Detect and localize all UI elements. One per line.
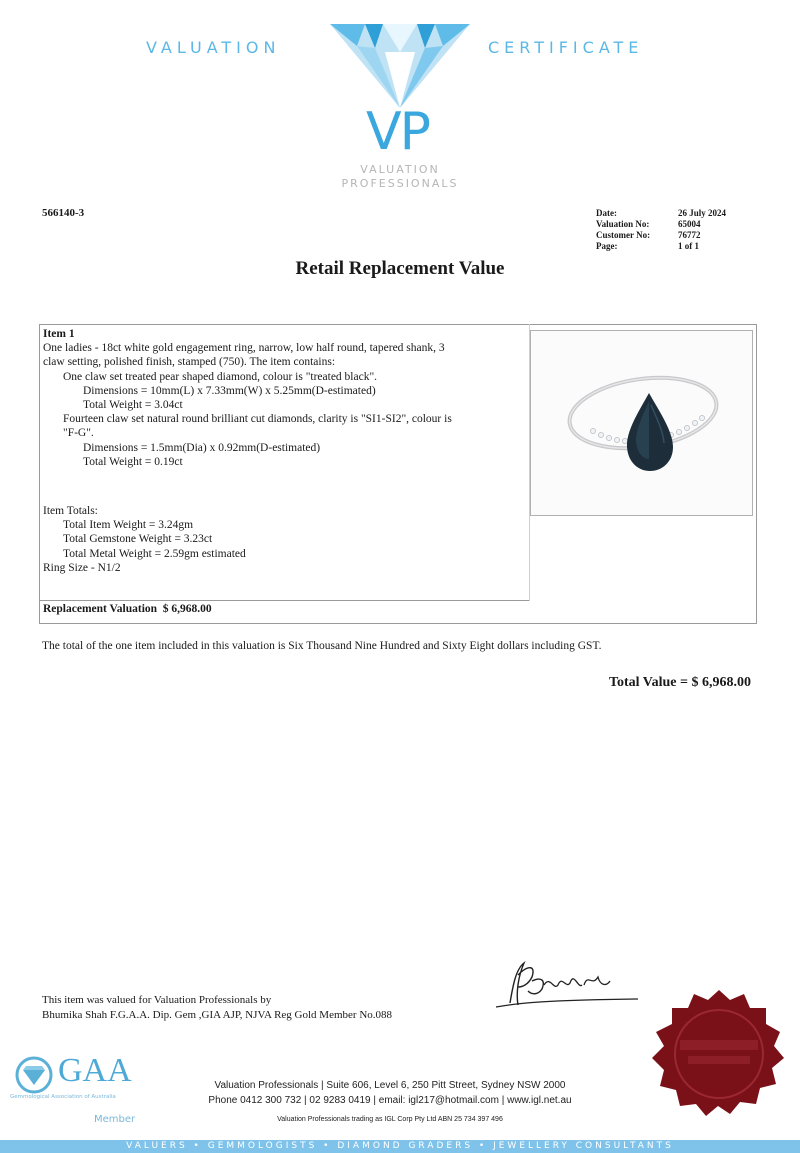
meta-label: Date: <box>596 208 617 218</box>
item-line: Dimensions = 1.5mm(Dia) x 0.92mm(D-estimated) <box>83 441 321 454</box>
meta-value: 26 July 2024 <box>678 208 727 218</box>
meta-label: Valuation No: <box>596 219 650 229</box>
gaa-letters: GAA <box>58 1052 132 1089</box>
item-line: Fourteen claw set natural round brilliant cut diamonds, clarity is "SI1-SI2", colour is <box>63 413 452 426</box>
item-line: Total Weight = 3.04ct <box>83 399 183 412</box>
meta-value: 76772 <box>678 230 701 240</box>
valuation-divider <box>40 600 530 601</box>
item-heading: Item 1 <box>43 328 75 340</box>
address-line3: Valuation Professionals trading as IGL Corp Pty Ltd ABN 25 734 397 496 <box>277 1116 503 1123</box>
valuer-line2: Bhumika Shah F.G.A.A. Dip. Gem ,GIA AJP, NJVA Reg Gold Member No.088 <box>42 1009 393 1021</box>
item-line: claw setting, polished finish, stamped (750). The item contains: <box>43 356 336 369</box>
totals-heading: Item Totals: <box>43 505 98 517</box>
valuer-block <box>42 993 392 1023</box>
header-left-word: VALUATION <box>146 38 281 57</box>
item-line: One claw set treated pear shaped diamond, colour is "treated black". <box>63 370 378 383</box>
item-line: One ladies - 18ct white gold engagement ring, narrow, low half round, tapered shank, 3 <box>43 342 445 355</box>
document-title: Retail Replacement Value <box>295 258 505 279</box>
totals-line: Total Item Weight = 3.24gm <box>63 519 194 532</box>
totals-line: Total Gemstone Weight = 3.23ct <box>63 533 213 546</box>
item-line: Total Weight = 0.19ct <box>83 455 183 468</box>
reference-number: 566140-3 <box>42 207 85 219</box>
signature-icon <box>488 955 648 1025</box>
meta-block <box>596 208 726 252</box>
vp-logo-letters: VP <box>366 102 429 162</box>
meta-row-valuation-no <box>596 219 726 230</box>
ring-size: Ring Size - N1/2 <box>43 561 121 574</box>
diamond-logo-icon <box>325 18 475 113</box>
replacement-valuation: Replacement Valuation $ 6,968.00 <box>43 603 212 615</box>
meta-label: Page: <box>596 241 618 251</box>
meta-row-page <box>596 241 726 252</box>
footer-strip: VALUERS • GEMMOLOGISTS • DIAMOND GRADERS • JEWELLERY CONSULTANTS <box>0 1140 800 1153</box>
ring-photo <box>530 330 753 516</box>
meta-value: 1 of 1 <box>678 241 699 251</box>
meta-row-date <box>596 208 726 219</box>
item-line: "F-G". <box>63 427 94 440</box>
item-line: Dimensions = 10mm(L) x 7.33mm(W) x 5.25mm(D-estimated) <box>83 384 376 397</box>
gaa-gem-icon <box>12 1055 60 1095</box>
ring-icon <box>531 331 752 515</box>
header-right-word: CERTIFICATE <box>488 38 644 57</box>
meta-label: Customer No: <box>596 230 651 240</box>
totals-line: Total Metal Weight = 2.59gm estimated <box>63 547 246 560</box>
logo-subtitle-line2: PROFESSIONALS <box>341 177 459 190</box>
address-line2: Phone 0412 300 732 | 02 9283 0419 | email: igl217@hotmail.com | www.igl.net.au <box>208 1095 572 1106</box>
item-description <box>43 327 452 469</box>
logo-subtitle <box>320 163 480 191</box>
valuer-line1: This item was valued for Valuation Professionals by <box>42 994 272 1006</box>
logo-subtitle-line1: VALUATION <box>360 163 440 176</box>
address-line1: Valuation Professionals | Suite 606, Level 6, 250 Pitt Street, Sydney NSW 2000 <box>214 1080 566 1091</box>
total-value: Total Value = $ 6,968.00 <box>608 675 751 690</box>
total-text: The total of the one item included in this valuation is Six Thousand Nine Hundred and Sixty Eight dollars including GST. <box>42 640 602 652</box>
gaa-subtitle: Gemmological Association of Australia <box>10 1094 116 1100</box>
meta-value: 65004 <box>678 219 701 229</box>
wax-seal-icon <box>650 988 788 1120</box>
meta-row-customer-no <box>596 230 726 241</box>
gaa-member: Member <box>94 1114 136 1125</box>
item-totals <box>43 504 246 575</box>
